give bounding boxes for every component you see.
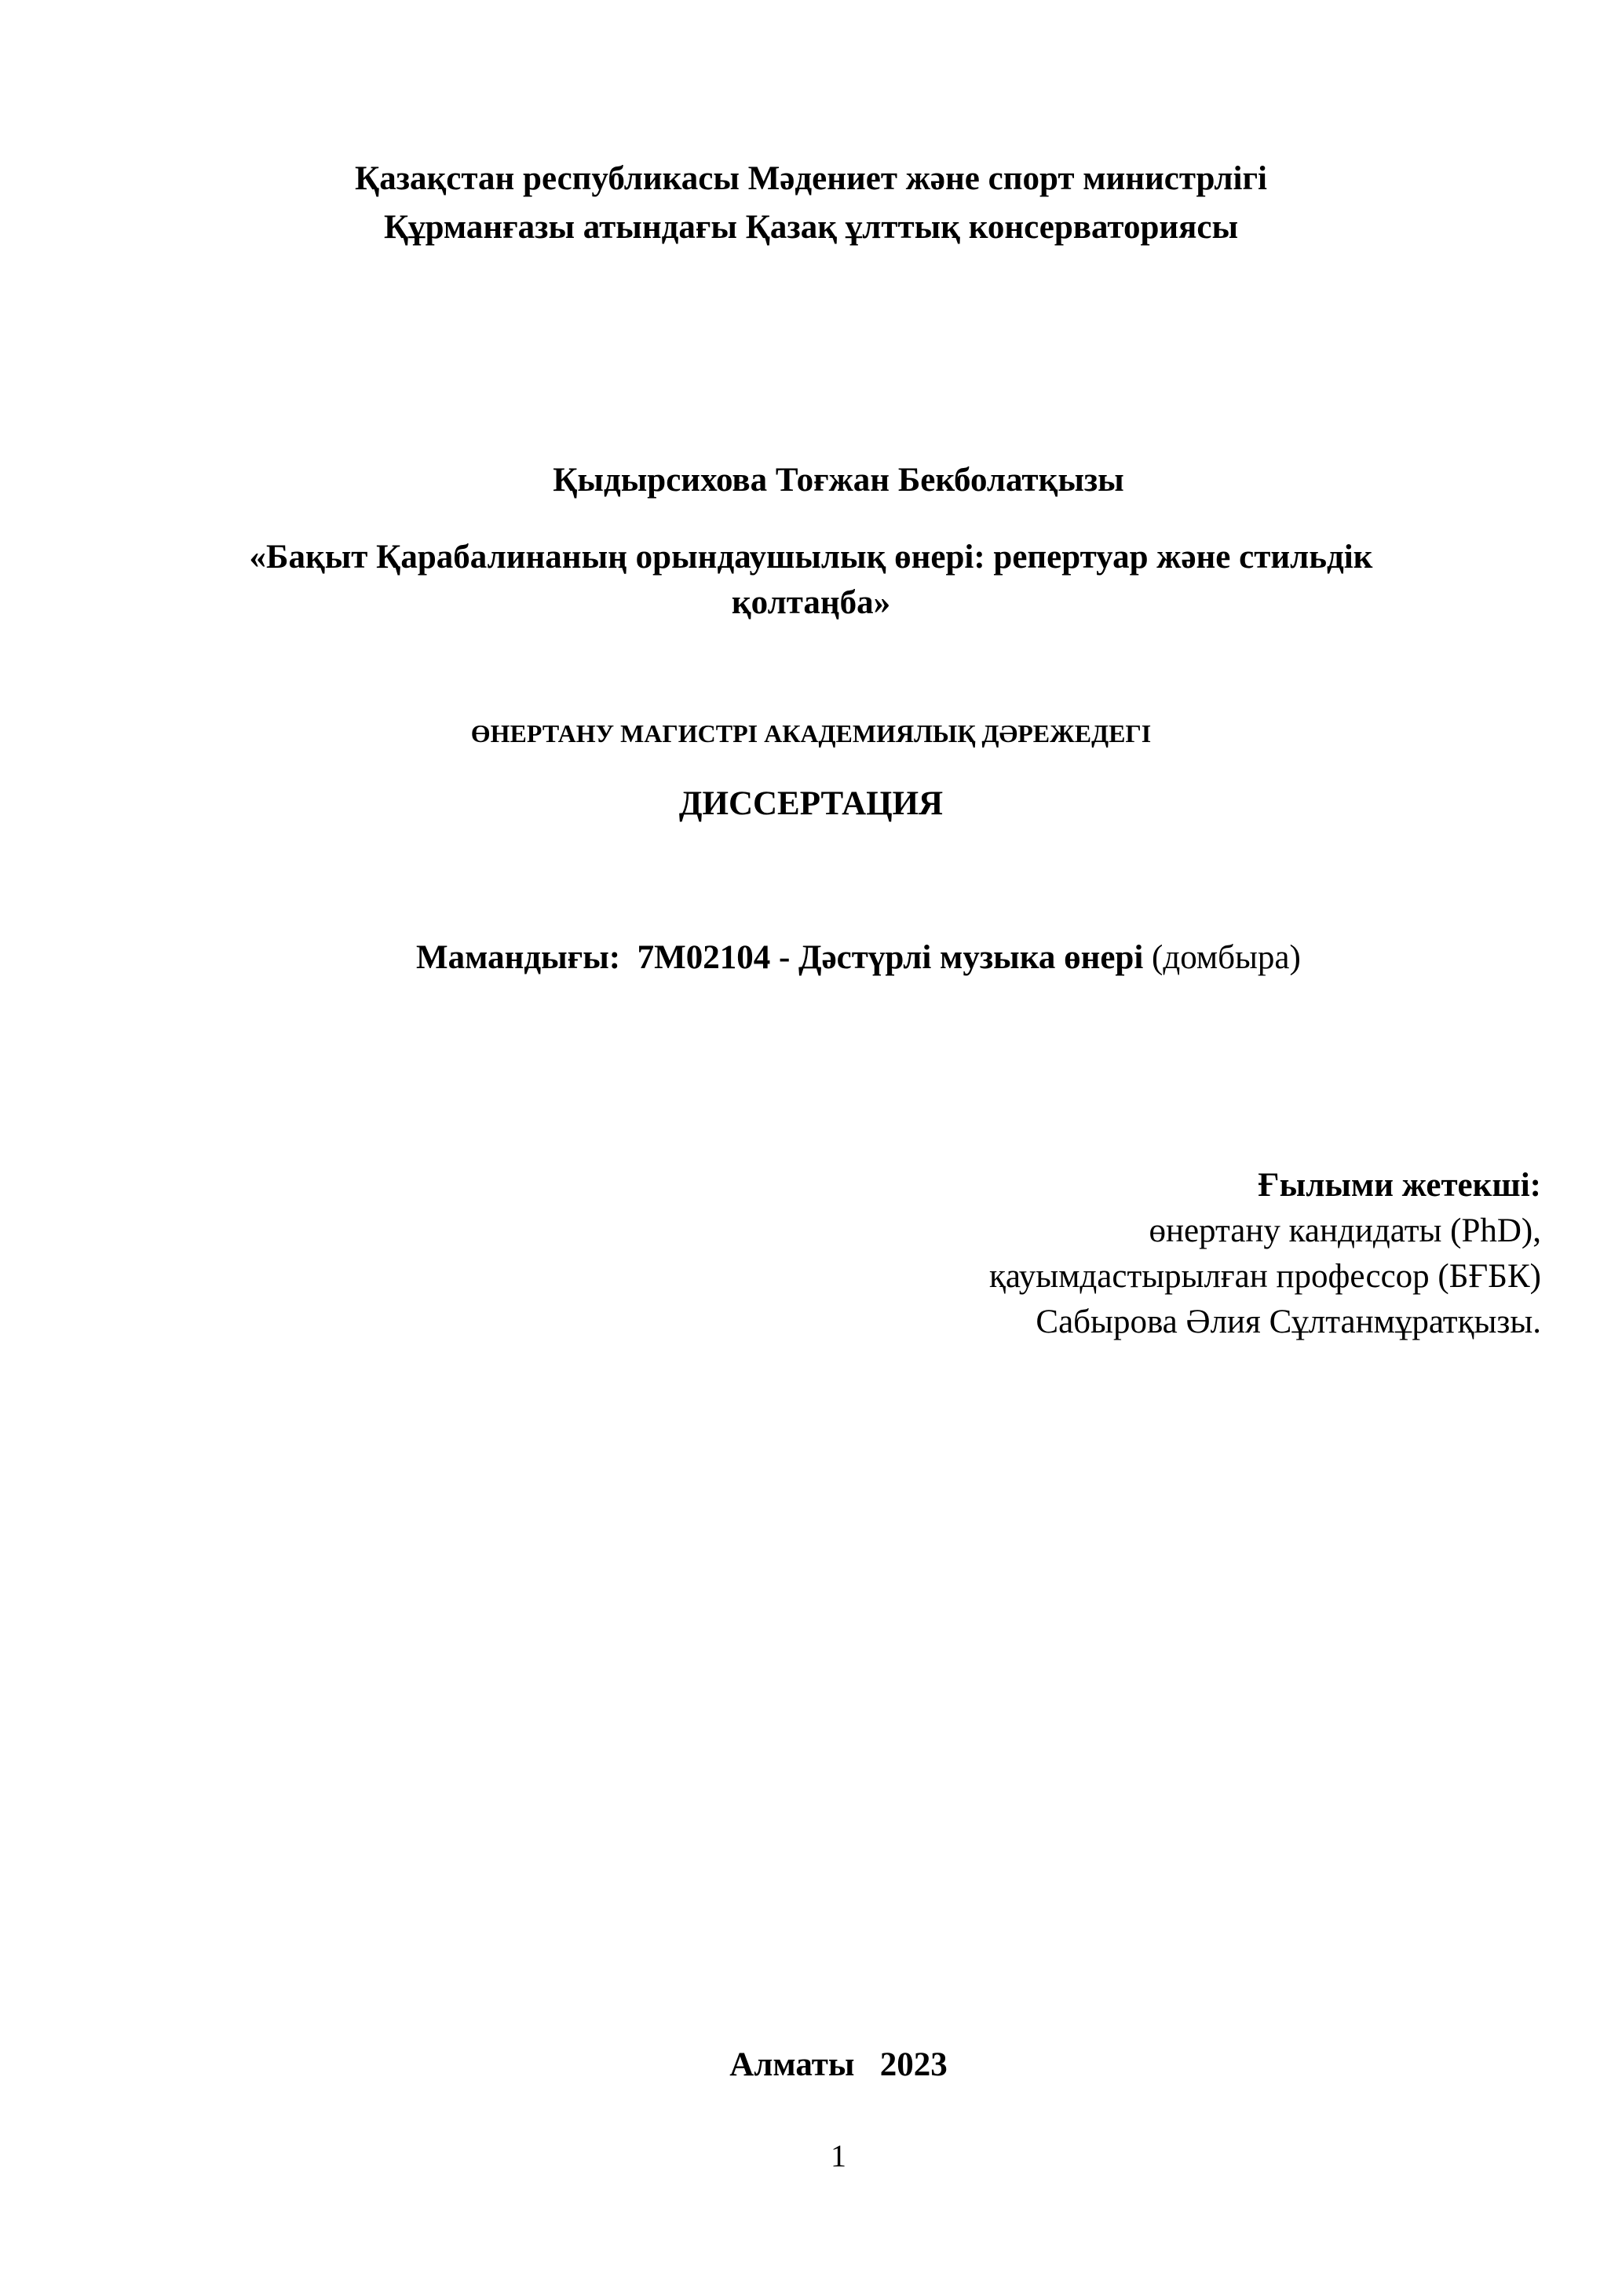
footer-year: 2023: [879, 2046, 948, 2083]
specialty-note: (домбыра): [1152, 939, 1301, 976]
author-name: Қыдырсихова Тоғжан Бекболатқызы: [553, 462, 1124, 499]
supervisor-name: Сабырова Әлия Сұлтанмұратқызы.: [1036, 1303, 1541, 1340]
specialty-label: Мамандығы:: [416, 939, 621, 976]
degree-caption: ӨНЕРТАНУ МАГИСТРІ АКАДЕМИЯЛЫҚ ДӘРЕЖЕДЕГІ: [470, 719, 1152, 748]
footer-city: Алматы: [729, 2046, 855, 2083]
title-line-1: «Бақыт Қарабалинаның орындаушылық өнері: репертуар және стильдік: [249, 539, 1373, 576]
title-line-2: қолтаңба»: [731, 584, 891, 621]
specialty-code: 7М02104 -: [637, 939, 791, 976]
supervisor-degree: өнертану кандидаты (PhD),: [1149, 1212, 1541, 1249]
supervisor-position: қауымдастырылған профессор (БҒБК): [989, 1258, 1541, 1295]
degree-type: ДИССЕРТАЦИЯ: [678, 785, 944, 822]
ministry-line: Қазақстан республикасы Мәдениет және спорт министрлігі: [355, 160, 1267, 197]
supervisor-heading: Ғылыми жетекші:: [1258, 1167, 1541, 1204]
specialty-name: Дәстүрлі музыка өнері: [798, 939, 1144, 976]
specialty-line: [416, 936, 1301, 980]
city-year: [0, 2043, 1622, 2087]
institution-line: Құрманғазы атындағы Қазақ ұлттық консерваториясы: [383, 209, 1239, 246]
page-number: 1: [831, 2138, 846, 2174]
